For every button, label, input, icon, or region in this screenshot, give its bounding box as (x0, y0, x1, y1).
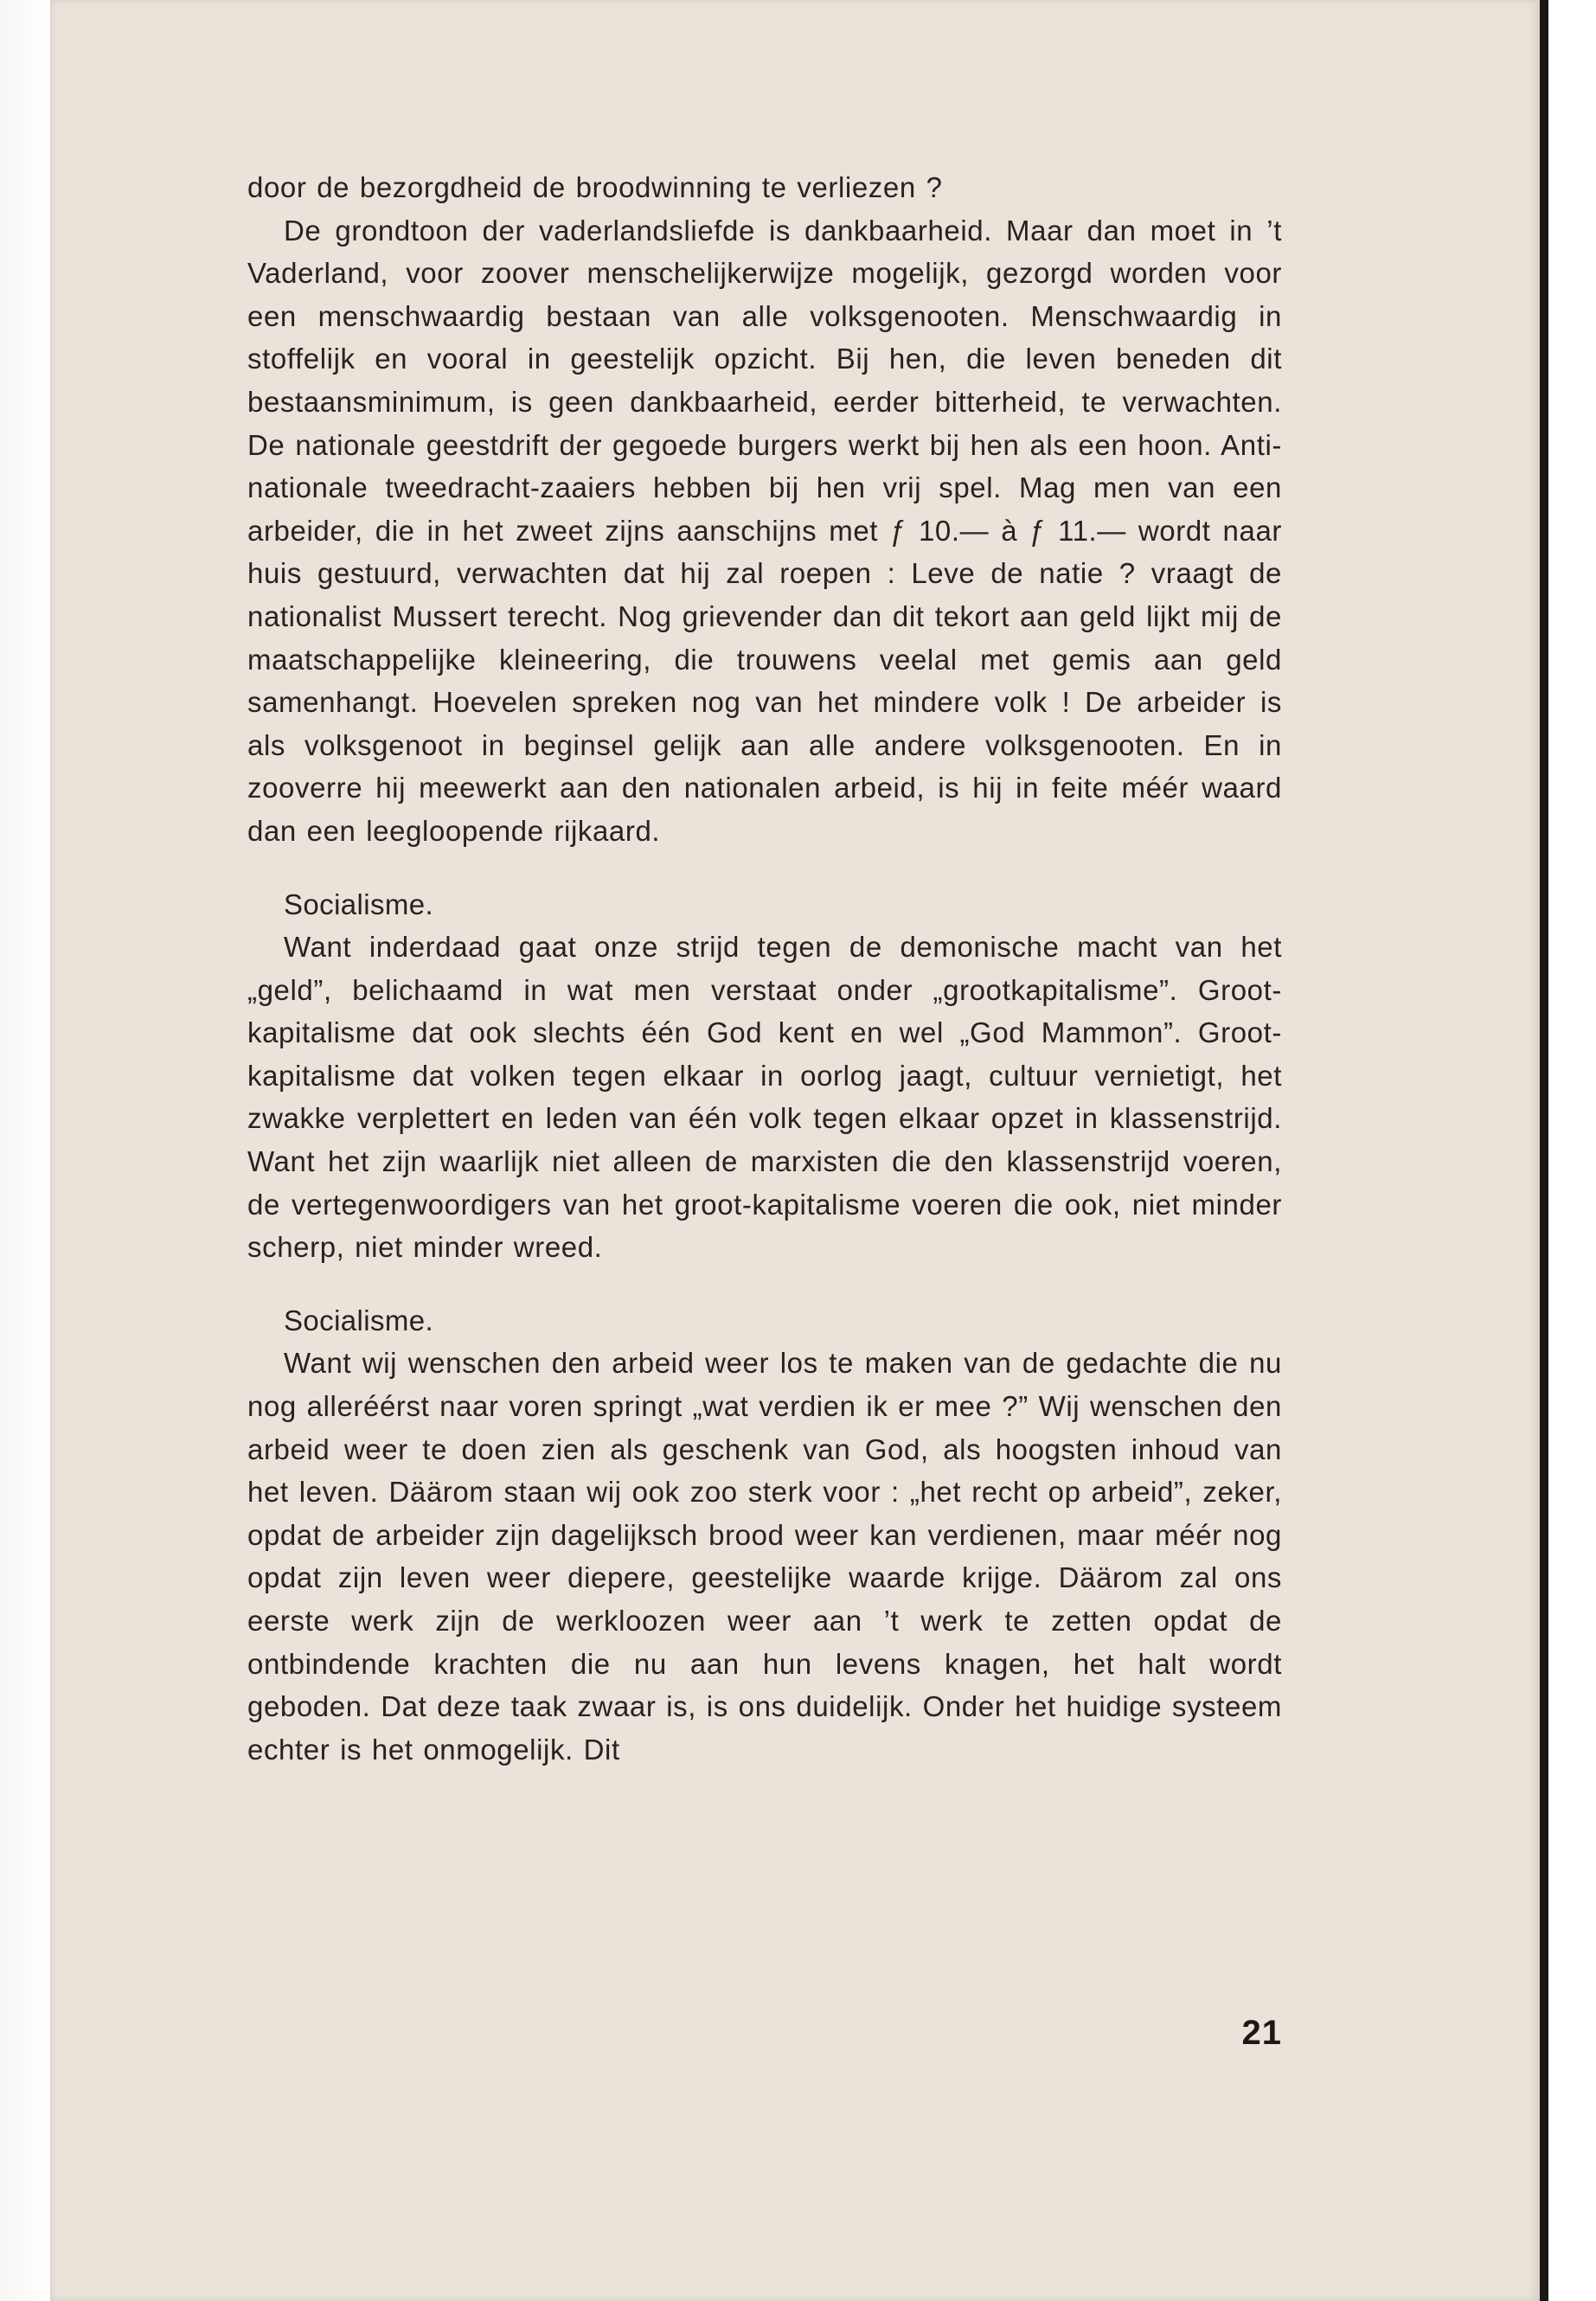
page-number: 21 (1241, 2014, 1282, 2052)
paragraph-recht-op-arbeid: Want wij wenschen den arbeid weer los te maken van de gedachte die nu nog alleréérst naar voren springt „wat verdien ik er mee ?” Wij wenschen den arbeid weer te doen zien als geschenk van God, als hoogsten inhoud van het leven. Däärom staan wij ook zoo sterk voor : „het recht op arbeid”, zeker, opdat de arbeider zijn dagelijksch brood weer kan verdienen, maar méér nog opdat zijn leven weer diepere, geestelijke waarde krijge. Däärom zal ons eerste werk zijn de werkloozen weer aan ’t werk te zetten opdat de ontbindende krachten die nu aan hun levens knagen, het halt wordt geboden. Dat deze taak zwaar is, is ons duidelijk. Onder het huidige systeem echter is het onmogelijk. Dit (247, 1347, 1282, 1766)
section-heading-socialisme-1: Socialisme. (284, 888, 434, 920)
scan-left-margin (0, 0, 50, 2301)
paragraph-groot-kapitalisme: Want inderdaad gaat onze strijd tegen de demonische macht van het „geld”, belichaamd in wat men verstaat onder „grootkapitalisme”. Groot-kapitalisme dat ook slechts één God kent en wel „God Mammon”. Groot-kapitalisme dat volken tegen elkaar in oorlog jaagt, cultuur vernietigt, het zwakke verplettert en leden van één volk tegen elkaar opzet in klassenstrijd. Want het zijn waarlijk niet alleen de marxisten die den klassenstrijd voeren, de vertegenwoordigers van het groot-kapitalisme voeren die ook, niet minder scherp, niet minder wreed. (247, 931, 1282, 1264)
book-spine-shadow (1540, 0, 1548, 2301)
section-heading-socialisme-2: Socialisme. (284, 1304, 434, 1336)
scan-right-margin (1548, 0, 1596, 2301)
page-text-block (247, 166, 1282, 1771)
paragraph-vaderlandsliefde: De grondtoon der vaderlandsliefde is dankbaarheid. Maar dan moet in ’t Vaderland, voor zoover menschelijkerwijze mogelijk, gezorgd worden voor een menschwaardig bestaan van alle volksgenooten. Menschwaardig in stoffelijk en vooral in geestelijk opzicht. Bij hen, die leven beneden dit bestaansminimum, is geen dankbaarheid, eerder bitterheid, te verwachten. De nationale geestdrift der gegoede burgers werkt bij hen als een hoon. Anti-nationale tweedracht-zaaiers hebben bij hen vrij spel. Mag men van een arbeider, die in het zweet zijns aanschijns met ƒ 10.— à ƒ 11.— wordt naar huis gestuurd, verwachten dat hij zal roepen : Leve de natie ? vraagt de nationalist Mussert terecht. Nog grievender dan dit tekort aan geld lijkt mij de maatschappelijke kleineering, die trouwens veelal met gemis aan geld samenhangt. Hoevelen spreken nog van het mindere volk ! De arbeider is als volksgenoot in beginsel gelijk aan alle andere volksgenooten. En in zooverre hij meewerkt aan den nationalen arbeid, is hij in feite méér waard dan een leegloopende rijkaard. (247, 214, 1282, 847)
paragraph-continuation: door de bezorgdheid de broodwinning te verliezen ? (247, 171, 943, 203)
